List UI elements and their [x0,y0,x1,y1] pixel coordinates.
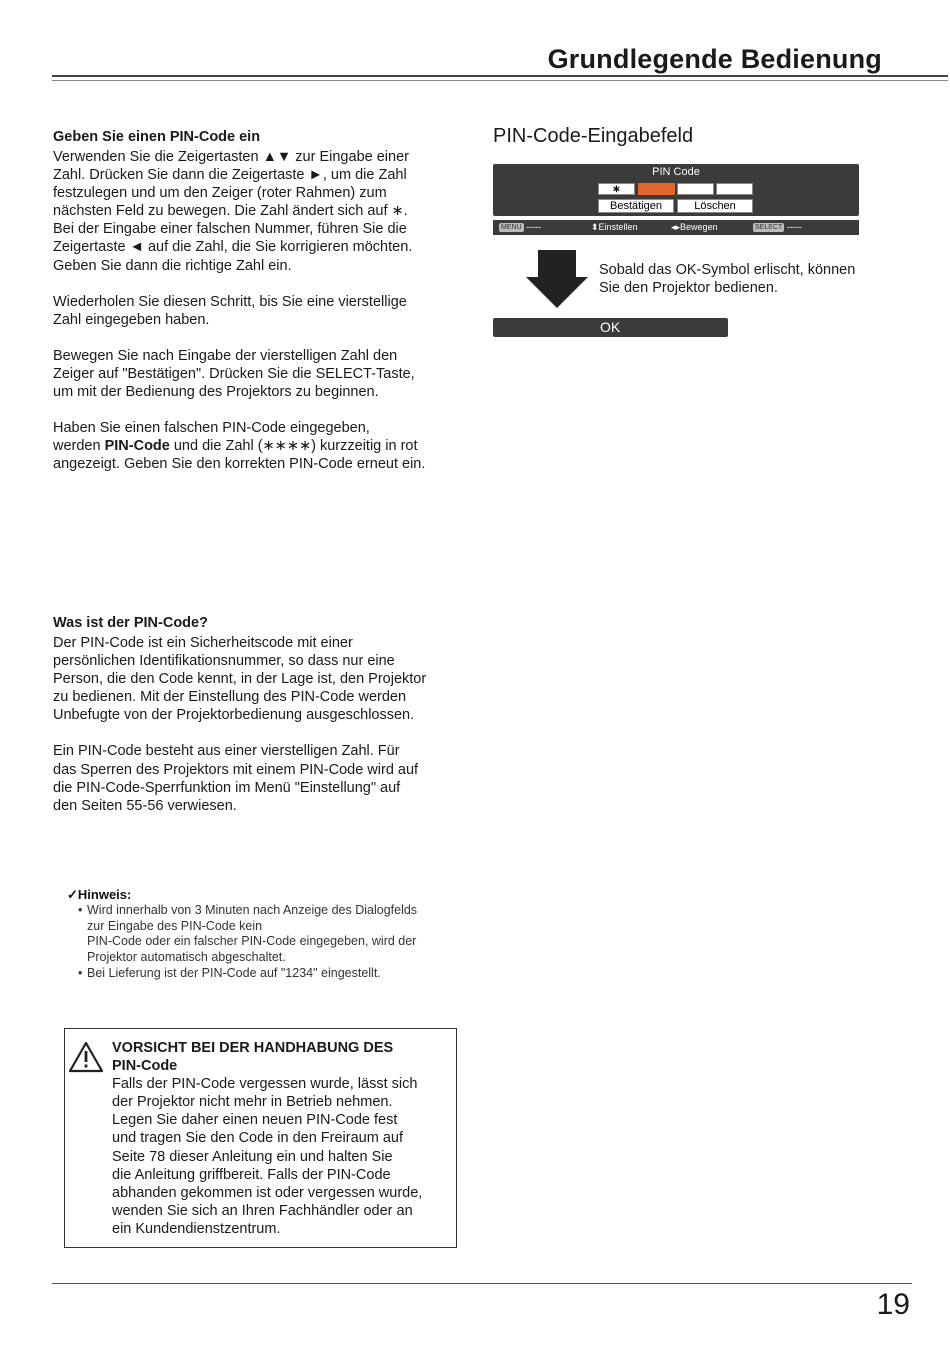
section-heading: Was ist der PIN-Code? [53,615,208,631]
text-line: Der PIN-Code ist ein Sicherheitscode mit einer [53,635,353,651]
note-item: • Wird innerhalb von 3 Minuten nach Anzeige des Dialogfelds zur Eingabe des PIN-Code kein PIN-Code oder ein falscher PIN-Code eingegeben, wird der Projektor automatisch abgeschaltet. [67,903,467,966]
text-line: Geben Sie dann die richtige Zahl ein. [53,257,292,274]
caution-text [112,1039,457,1238]
text-line: um mit der Bedienung des Projektors zu beginnen. [53,384,379,401]
section-heading-pin-field: PIN-Code-Eingabefeld [493,125,694,147]
menu-hint: MENU ----- [501,222,542,232]
adjust-hint: ⬍Einstellen [591,222,638,232]
text-line: nächsten Feld zu bewegen. Die Zahl ändert sich auf ∗. [53,203,408,220]
text-line: festzulegen und um den Zeiger (roter Rahmen) zum [53,185,387,202]
paragraph [53,742,463,814]
ok-label: OK [600,319,621,335]
bold-term: PIN-Code [104,438,170,455]
pin-digit-box-active[interactable] [638,183,675,195]
text-line: Ein PIN-Code besteht aus einer vierstelligen Zahl. Für [53,743,400,760]
warning-triangle-icon [68,1041,104,1073]
text-line: das Sperren des Projektors mit einem PIN-Code wird auf [53,761,419,778]
remote-help-bar [493,220,859,235]
down-arrow-icon [526,250,588,308]
paragraph [53,634,463,724]
paragraph [53,419,463,473]
page-header-title: Grundlegende Bedienung [547,44,882,74]
text-line: und die Zahl (∗∗∗∗) kurzzeitig in rot [169,438,418,455]
paragraph [53,347,463,401]
select-key-icon: SELECT [755,224,783,231]
text-line: Haben Sie einen falschen PIN-Code eingegeben, [53,420,370,437]
text-line: den Seiten 55-56 verwiesen. [53,797,237,814]
text-line: Unbefugte von der Projektorbedienung ausgeschlossen. [53,707,415,724]
text-line: Person, die den Code kennt, in der Lage ist, den Projektor [53,671,427,688]
caution-title: VORSICHT BEI DER HANDHABUNG DES PIN-Code [112,1040,394,1075]
note-item: • Bei Lieferung ist der PIN-Code auf "1234" eingestellt. [67,966,467,982]
left-right-icon: ◂▸ [671,222,681,232]
move-hint: ◂▸Bewegen [671,222,718,232]
caution-box [64,1028,457,1248]
text-line: werden [53,438,105,455]
pin-code-dialog [493,164,859,216]
paragraph [53,148,463,275]
confirm-button[interactable]: Bestätigen [598,199,674,213]
select-hint: SELECT ----- [755,222,802,232]
text-line: persönlichen Identifikationsnummer, so dass nur eine [53,653,395,670]
dialog-title: PIN Code [652,166,700,178]
text-line: zu bedienen. Mit der Einstellung des PIN-Code werden [53,689,407,706]
text-line: Zeigertaste ◄ auf die Zahl, die Sie korrigieren möchten. [53,239,413,256]
menu-key-icon: MENU [501,224,522,231]
pin-digit-box[interactable]: ∗ [598,183,635,195]
note-box [67,887,467,982]
section-heading: Geben Sie einen PIN-Code ein [53,129,261,145]
paragraph [53,293,463,329]
text-line: Zeiger auf "Bestätigen". Drücken Sie die SELECT-Taste, [53,365,415,382]
text-line: angezeigt. Geben Sie den korrekten PIN-Code erneut ein. [53,456,426,473]
section-what-is-pin [53,614,463,815]
section-pin-entry [53,128,463,473]
header-rule-thin [52,80,948,81]
note-heading: ✓Hinweis: [67,887,132,902]
delete-button[interactable]: Löschen [677,199,753,213]
caution-body: Falls der PIN-Code vergessen wurde, lässt sich der Projektor nicht mehr in Betrieb nehmen. Legen Sie daher einen neuen PIN-Code fest und tragen Sie den Code in den Freiraum auf Seite 78 dieser Anleitung ein und halten Sie die Anleitung griffbereit. Falls der PIN-Code abhanden gekommen ist oder vergessen wurde, wenden Sie sich an Ihren Fachhändler oder an ein Kundendienstzentrum. [112,1076,423,1237]
ok-symbol-bar [493,318,728,337]
text-line: Zahl. Drücken Sie dann die Zeigertaste ►, um die Zahl [53,167,407,184]
ok-hint-text: Sobald das OK-Symbol erlischt, können Sie den Projektor bedienen. [599,262,856,296]
footer-rule [52,1283,912,1284]
text-line: Wiederholen Sie diesen Schritt, bis Sie eine vierstellige [53,293,407,310]
page-number: 19 [876,1288,910,1321]
pin-digit-box[interactable] [716,183,753,195]
text-line: Bewegen Sie nach Eingabe der vierstelligen Zahl den [53,347,398,364]
pin-digit-box[interactable] [677,183,714,195]
up-down-icon: ⬍ [591,222,599,232]
text-line: Zahl eingegeben haben. [53,311,210,328]
text-line: die PIN-Code-Sperrfunktion im Menü "Einstellung" auf [53,779,401,796]
text-line: Bei der Eingabe einer falschen Nummer, führen Sie die [53,221,407,238]
text-line: Verwenden Sie die Zeigertasten ▲▼ zur Eingabe einer [53,149,409,165]
header-rule [52,75,948,77]
